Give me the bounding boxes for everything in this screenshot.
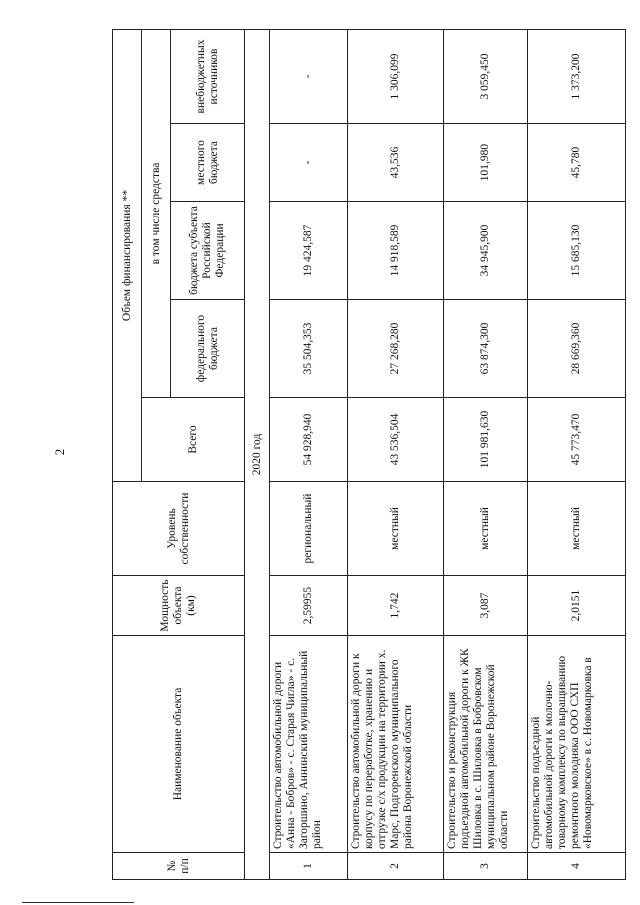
header-total: Всего	[142, 398, 245, 482]
row-extra: -	[270, 29, 348, 123]
table-row	[444, 29, 528, 879]
row-ownership: местный	[528, 482, 626, 576]
year-row	[245, 29, 270, 879]
table-row	[348, 29, 444, 879]
header-funding: Объем финансирования **	[113, 29, 142, 481]
row-extra: 3 059,450	[444, 29, 528, 123]
row-regional: 14 918,589	[348, 202, 444, 300]
row-federal: 63 874,300	[444, 300, 528, 398]
financing-table	[112, 29, 626, 880]
row-name: Строительство и реконструкция подъездной автомобильной дороги к ЖК Шиловка в с. Шиловка в Бобровском муниципальном районе Воронежской области	[444, 636, 528, 853]
page-number: 2	[52, 448, 67, 456]
rotated-table-wrapper	[112, 30, 612, 880]
row-no: 4	[528, 853, 626, 880]
row-local: -	[270, 124, 348, 202]
header-local: местного бюджета	[171, 124, 245, 202]
row-ownership: региональный	[270, 482, 348, 576]
row-federal: 35 504,353	[270, 300, 348, 398]
header-name: Наименование объекта	[113, 636, 245, 853]
header-federal: федерального бюджета	[171, 300, 245, 398]
header-no: № п/п	[113, 853, 245, 880]
row-capacity: 1,742	[348, 576, 444, 636]
year-label: 2020 год	[245, 29, 270, 879]
row-federal: 28 669,360	[528, 300, 626, 398]
header-regional: бюджета субъекта Российской Федерации	[171, 202, 245, 300]
row-total: 101 981,630	[444, 398, 528, 482]
row-extra: 1 373,200	[528, 29, 626, 123]
table-row	[528, 29, 626, 879]
row-no: 1	[270, 853, 348, 880]
header-capacity: Мощность объекта (км)	[113, 576, 245, 636]
row-federal: 27 268,280	[348, 300, 444, 398]
row-no: 2	[348, 853, 444, 880]
header-including: в том числе средства	[142, 29, 171, 397]
row-total: 43 536,504	[348, 398, 444, 482]
row-capacity: 2,0151	[528, 576, 626, 636]
footnote-separator	[22, 902, 134, 903]
table-row	[270, 29, 348, 879]
row-total: 45 773,470	[528, 398, 626, 482]
row-capacity: 3,087	[444, 576, 528, 636]
row-local: 45,780	[528, 124, 626, 202]
row-extra: 1 306,099	[348, 29, 444, 123]
row-capacity: 2,59955	[270, 576, 348, 636]
row-name: Строительство подъездной автомобильной дороги к молочно-товарному комплексу по выращиванию ремонтного молодняка ООО СХП «Новомарковское» в с. Новомарковка в	[528, 636, 626, 853]
header-ownership: Уровень собственности	[113, 482, 245, 576]
row-total: 54 928,940	[270, 398, 348, 482]
row-ownership: местный	[348, 482, 444, 576]
row-ownership: местный	[444, 482, 528, 576]
row-no: 3	[444, 853, 528, 880]
row-regional: 19 424,587	[270, 202, 348, 300]
row-regional: 34 945,900	[444, 202, 528, 300]
row-local: 101,980	[444, 124, 528, 202]
row-name: Строительство автомобильной дороги «Анна - Бобров» - с. Старая Чигла» - с. Загоршино, Аннинский муниципальный район	[270, 636, 348, 853]
header-row-1	[113, 29, 142, 879]
row-regional: 15 685,130	[528, 202, 626, 300]
header-extra: внебюджетных источников	[171, 29, 245, 123]
row-name: Строительство автомобильной дороги к корпусу по переработке, хранению и отгрузке с/х продукции на территории х. Марс, Подгоренского муниципального района Воронежской области	[348, 636, 444, 853]
row-local: 43,536	[348, 124, 444, 202]
